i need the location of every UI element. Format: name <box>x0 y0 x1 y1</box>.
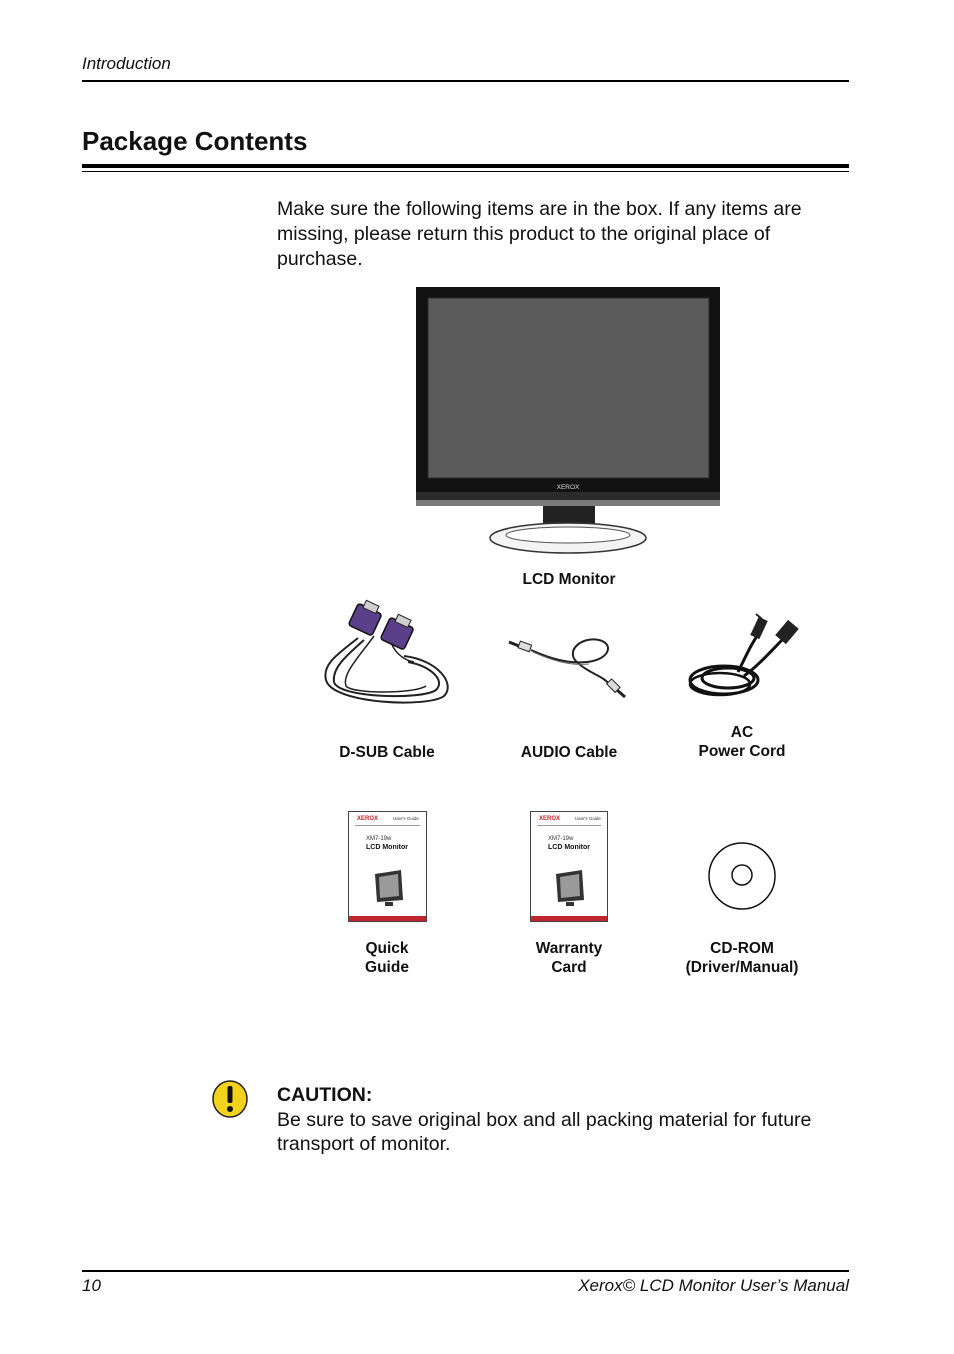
intro-paragraph <box>277 197 847 272</box>
title-rule-thin <box>82 171 849 172</box>
power-cord-label-line: AC <box>730 724 754 741</box>
quick-guide-image <box>348 811 427 922</box>
cd-rom-image <box>706 840 778 912</box>
audio-cable-label: AUDIO Cable <box>520 744 618 761</box>
running-header: Introduction <box>82 54 171 73</box>
warranty-card-title: LCD Monitor <box>548 844 590 851</box>
monitor-brand-logo: XEROX <box>556 484 580 491</box>
power-cord-label-line: Power Cord <box>698 743 786 760</box>
quick-guide-heading: User's Guide <box>393 816 419 821</box>
intro-line: purchase. <box>277 248 363 270</box>
warranty-card-brand: XEROX <box>539 816 561 822</box>
header-rule <box>82 80 849 82</box>
quick-guide-label-line: Guide <box>365 959 409 976</box>
quick-guide-model: XM7-19w <box>366 836 392 842</box>
monitor-thumbnail-icon <box>552 868 588 912</box>
cd-rom-label-line: (Driver/Manual) <box>685 959 799 976</box>
lcd-monitor-label: LCD Monitor <box>522 571 616 588</box>
quick-guide-brand: XEROX <box>357 816 379 822</box>
quick-guide-label-line: Quick <box>365 940 409 957</box>
intro-line: Make sure the following items are in the box. If any items are <box>277 198 802 220</box>
caution-title: CAUTION: <box>277 1084 373 1106</box>
caution-icon <box>211 1079 249 1119</box>
quick-guide-title: LCD Monitor <box>366 844 408 851</box>
warranty-card-image <box>530 811 608 922</box>
page-number: 10 <box>82 1276 101 1295</box>
dsub-cable-label: D-SUB Cable <box>339 744 435 761</box>
dsub-cable-image <box>318 598 452 720</box>
cd-rom-label <box>660 939 824 977</box>
title-rule-thick <box>82 164 849 168</box>
caution-text-line: transport of monitor. <box>277 1133 451 1155</box>
footer-rule <box>82 1270 849 1272</box>
intro-line: missing, please return this product to the original place of <box>277 223 771 245</box>
caution-text <box>277 1108 852 1156</box>
quick-guide-label <box>318 939 456 977</box>
cd-rom-label-line: CD-ROM <box>710 940 774 957</box>
page-title: Package Contents <box>82 126 308 156</box>
warranty-card-label <box>500 939 638 977</box>
power-cord-image <box>684 610 804 702</box>
warranty-card-heading: User's Guide <box>575 816 601 821</box>
lcd-monitor-image <box>410 282 730 562</box>
warranty-card-label-line: Card <box>551 959 587 976</box>
warranty-card-model: XM7-19w <box>548 836 574 842</box>
audio-cable-image <box>505 630 631 700</box>
power-cord-label <box>668 723 816 761</box>
monitor-thumbnail-icon <box>371 868 407 912</box>
warranty-card-label-line: Warranty <box>535 940 603 957</box>
manual-title: Xerox© LCD Monitor User’s Manual <box>578 1276 849 1295</box>
caution-text-line: Be sure to save original box and all packing material for future <box>277 1109 812 1131</box>
